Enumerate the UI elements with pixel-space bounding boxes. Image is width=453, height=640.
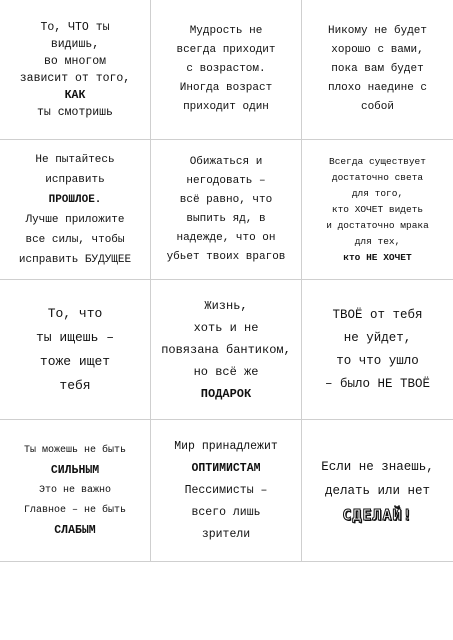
quote-card-11: [151, 420, 302, 562]
quote-card-12: [302, 420, 453, 562]
quote-line: ТВОЁ от тебя: [332, 307, 423, 322]
quote-line: не уйдет,: [343, 330, 412, 345]
quote-line: исправить: [45, 173, 105, 186]
quote-line: исправить БУДУЩЕЕ: [18, 253, 132, 266]
quote-line: тебя: [59, 377, 91, 393]
quote-line-emphasis: СЛАБЫМ: [54, 523, 96, 537]
quote-line: для тех,: [354, 235, 401, 247]
quote-line: ты смотришь: [37, 105, 113, 119]
quote-line: Пессимисты –: [184, 483, 268, 497]
quote-card-6: [302, 140, 453, 280]
quote-line: во многом: [43, 54, 107, 68]
quote-line: делать или нет: [324, 483, 431, 498]
quote-line: хоть и не: [193, 320, 259, 335]
quote-line-outlined: СДЕЛАЙ!: [342, 505, 413, 524]
quote-card-8: [151, 280, 302, 420]
quote-line: То, ЧТО ты: [40, 20, 110, 34]
quote-card-10: [0, 420, 151, 562]
quote-line: Ты можешь не быть: [23, 444, 127, 456]
quote-line: всегда приходит: [176, 44, 276, 56]
quote-line: ты ищешь –: [35, 329, 114, 345]
quote-line: Если не знаешь,: [321, 459, 434, 474]
quote-card-4: [0, 140, 151, 280]
quote-line: плохо наедине с: [327, 82, 428, 94]
quote-line: Не пытайтесь: [35, 153, 115, 166]
quote-card-7: [0, 280, 151, 420]
quote-line: все силы, чтобы: [25, 233, 125, 246]
quote-line: зависит от того,: [19, 71, 131, 85]
quote-line: тоже ищет: [39, 353, 111, 369]
quote-line: Мир принадлежит: [174, 439, 278, 453]
quote-line: Жизнь,: [204, 298, 248, 313]
quote-line: Мудрость не: [189, 25, 263, 37]
quote-line: надежде, что он: [176, 231, 276, 244]
quote-line: – было НЕ ТВОЁ: [324, 376, 431, 391]
quote-line: Всегда существует: [329, 155, 426, 167]
quote-line: приходит один: [183, 101, 269, 113]
quote-card-1: [0, 0, 151, 140]
quote-line: зрители: [201, 527, 251, 541]
quote-line: Главное – не быть: [23, 504, 127, 516]
quote-line: убьет твоих врагов: [166, 250, 286, 263]
quote-line-emphasis: ОПТИМИСТАМ: [191, 461, 261, 475]
quote-line: собой: [360, 101, 394, 113]
quote-line: но всё же: [193, 364, 259, 379]
quote-line: видишь,: [50, 37, 100, 51]
quote-line: повязана бантиком,: [161, 342, 291, 357]
quote-line: всего лишь: [191, 505, 261, 519]
quote-line: негодовать –: [186, 174, 266, 187]
quote-line-emphasis: ПОДАРОК: [200, 386, 252, 401]
quote-card-2: [151, 0, 302, 140]
quote-card-9: [302, 280, 453, 420]
quote-line: Никому не будет: [327, 25, 428, 37]
quote-card-5: [151, 140, 302, 280]
quote-line-emphasis: ПРОШЛОЕ.: [48, 193, 102, 206]
quote-line: всё равно, что: [179, 193, 273, 206]
quote-card-3: [302, 0, 453, 140]
quote-line: То, что: [47, 305, 103, 321]
quote-line-emphasis: кто НЕ ХОЧЕТ: [343, 251, 412, 263]
quote-line: выпить яд, в: [186, 212, 266, 225]
quote-line: то что ушло: [336, 353, 419, 368]
quote-line: Иногда возраст: [179, 82, 273, 94]
quote-line: пока вам будет: [331, 63, 424, 75]
quote-line: достаточно света: [331, 171, 424, 183]
quote-line-emphasis: КАК: [64, 88, 86, 102]
quote-line: Это не важно: [38, 484, 111, 496]
quote-line: кто ХОЧЕТ видеть: [331, 203, 424, 215]
quote-line: хорошо с вами,: [331, 44, 424, 56]
quote-line: и достаточно мрака: [326, 219, 429, 231]
quote-line: с возрастом.: [186, 63, 266, 75]
quote-line: Обижаться и: [189, 155, 263, 168]
quote-line: Лучше приложите: [25, 213, 125, 226]
quote-line-emphasis: СИЛЬНЫМ: [50, 463, 100, 477]
quote-line: для того,: [351, 187, 404, 199]
